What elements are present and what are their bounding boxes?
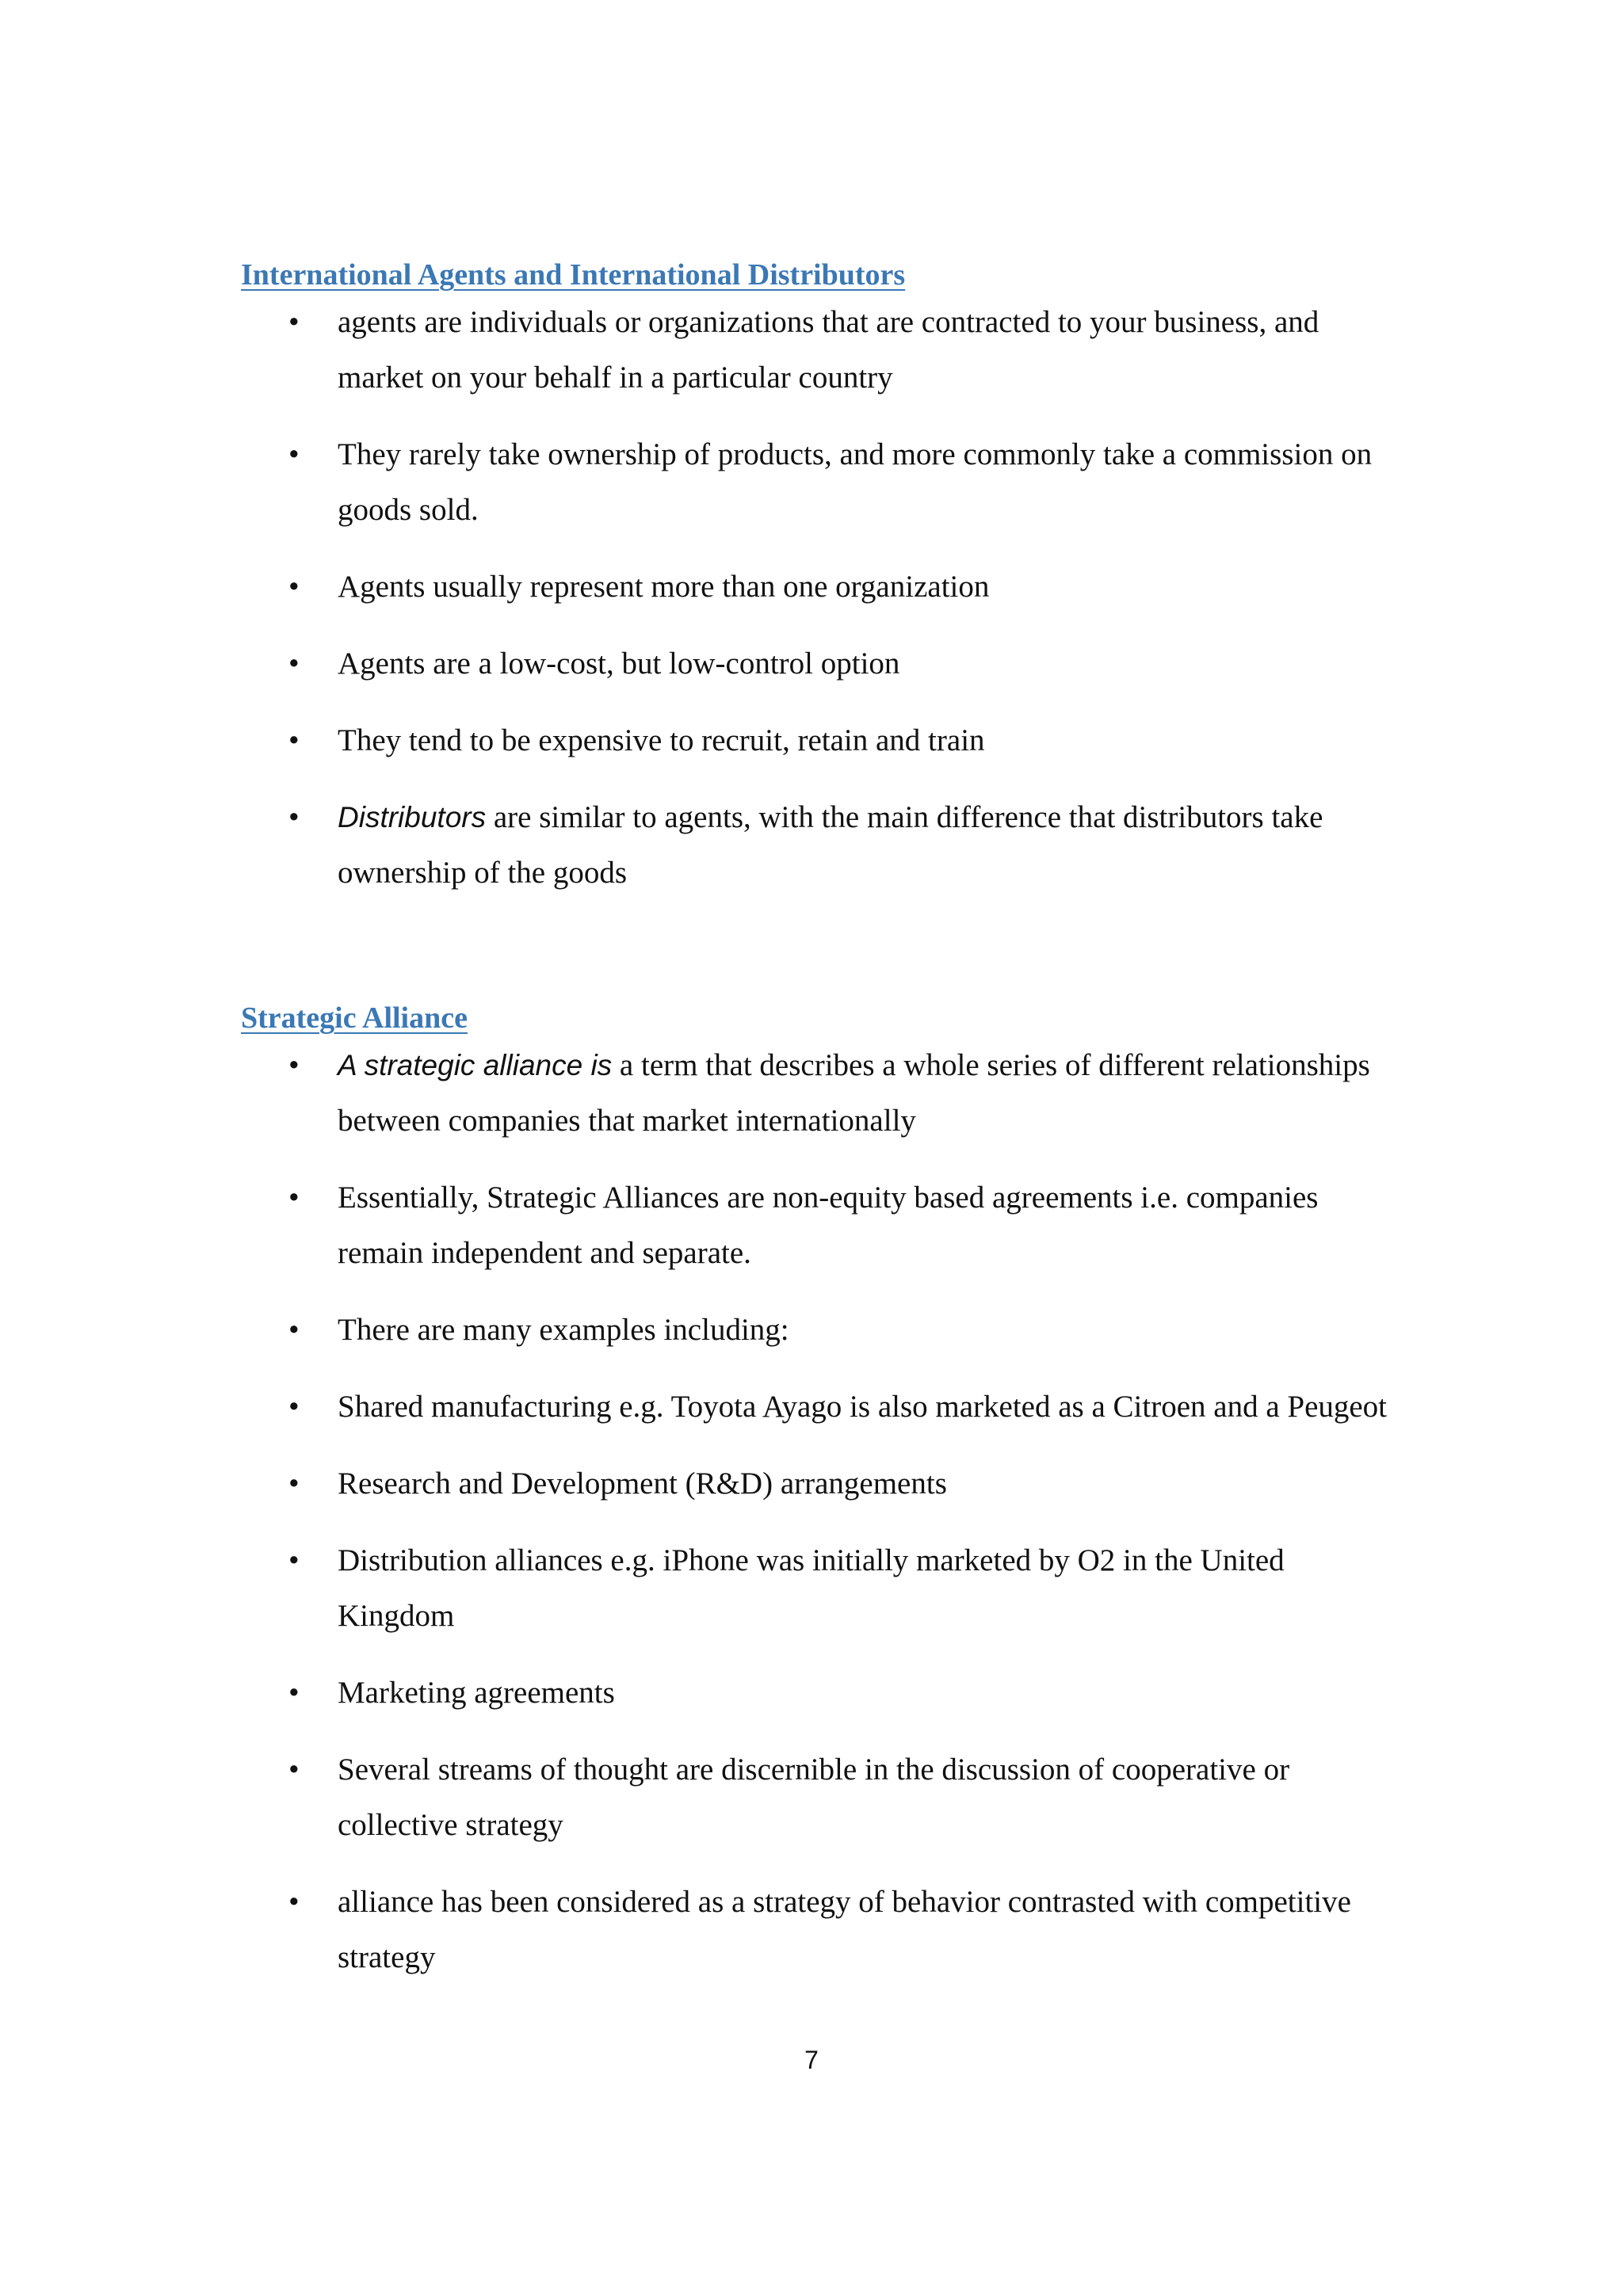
item-text: Agents are a low-cost, but low-control option: [338, 646, 900, 681]
bullet-icon: •: [288, 646, 300, 681]
bullet-icon: •: [288, 800, 300, 834]
list-item: [241, 1742, 1398, 1853]
bullet-list: [241, 295, 1398, 901]
bullet-icon: •: [288, 1753, 300, 1787]
list-item: [241, 1875, 1398, 1985]
item-text: are similar to agents, with the main difference that distributors take ownership of the goods: [338, 800, 1323, 890]
bullet-icon: •: [288, 1390, 300, 1424]
list-item: [241, 1170, 1398, 1281]
bullet-icon: •: [288, 305, 300, 339]
list-item: [241, 713, 1398, 769]
item-text: Marketing agreements: [338, 1676, 615, 1710]
item-text: Shared manufacturing e.g. Toyota Ayago is also marketed as a Citroen and a Peugeot: [338, 1390, 1388, 1424]
item-text: agents are individuals or organizations that are contracted to your business, and market on your behalf in a particular country: [338, 305, 1319, 395]
list-item: [241, 1379, 1398, 1435]
section-heading: Strategic Alliance: [241, 1001, 468, 1035]
bullet-icon: •: [288, 1543, 300, 1577]
item-lead: A strategic alliance is: [338, 1049, 613, 1081]
item-text: They tend to be expensive to recruit, retain and train: [338, 723, 985, 757]
item-text: There are many examples including:: [338, 1313, 789, 1347]
list-item: [241, 636, 1398, 692]
bullet-icon: •: [288, 1313, 300, 1347]
bullet-icon: •: [288, 723, 300, 757]
section-heading: International Agents and International Distributors: [241, 258, 906, 292]
item-text: Essentially, Strategic Alliances are non-equity based agreements i.e. companies remain independent and separate.: [338, 1180, 1319, 1270]
item-text: alliance has been considered as a strategy of behavior contrasted with competitive strategy: [338, 1885, 1351, 1974]
item-text: a term that describes a whole series of different relationships between companies that market internationally: [338, 1048, 1370, 1138]
list-item: [241, 1665, 1398, 1721]
bullet-list: [241, 1038, 1398, 1985]
bullet-icon: •: [288, 1466, 300, 1501]
item-text: Distribution alliances e.g. iPhone was initially marketed by O2 in the United Kingdom: [338, 1543, 1285, 1633]
list-item: [241, 295, 1398, 406]
item-text: Research and Development (R&D) arrangements: [338, 1466, 947, 1501]
list-item: [241, 1038, 1398, 1149]
list-item: [241, 1533, 1398, 1644]
bullet-icon: •: [288, 1676, 300, 1710]
list-item: [241, 1302, 1398, 1358]
item-text: They rarely take ownership of products, and more commonly take a commission on goods sold.: [338, 437, 1373, 527]
item-lead: Distributors: [338, 801, 487, 833]
bullet-icon: •: [288, 570, 300, 604]
item-text: Several streams of thought are discernible in the discussion of cooperative or collective strategy: [338, 1753, 1290, 1842]
list-item: [241, 790, 1398, 901]
bullet-icon: •: [288, 1885, 300, 1919]
bullet-icon: •: [288, 437, 300, 471]
item-text: Agents usually represent more than one organization: [338, 570, 990, 604]
section-international-agents: [241, 255, 1398, 901]
bullet-icon: •: [288, 1180, 300, 1215]
page-number: 7: [804, 2046, 819, 2074]
list-item: [241, 1456, 1398, 1512]
list-item: [241, 427, 1398, 538]
list-item: [241, 559, 1398, 615]
section-strategic-alliance: [241, 998, 1398, 1985]
bullet-icon: •: [288, 1048, 300, 1082]
